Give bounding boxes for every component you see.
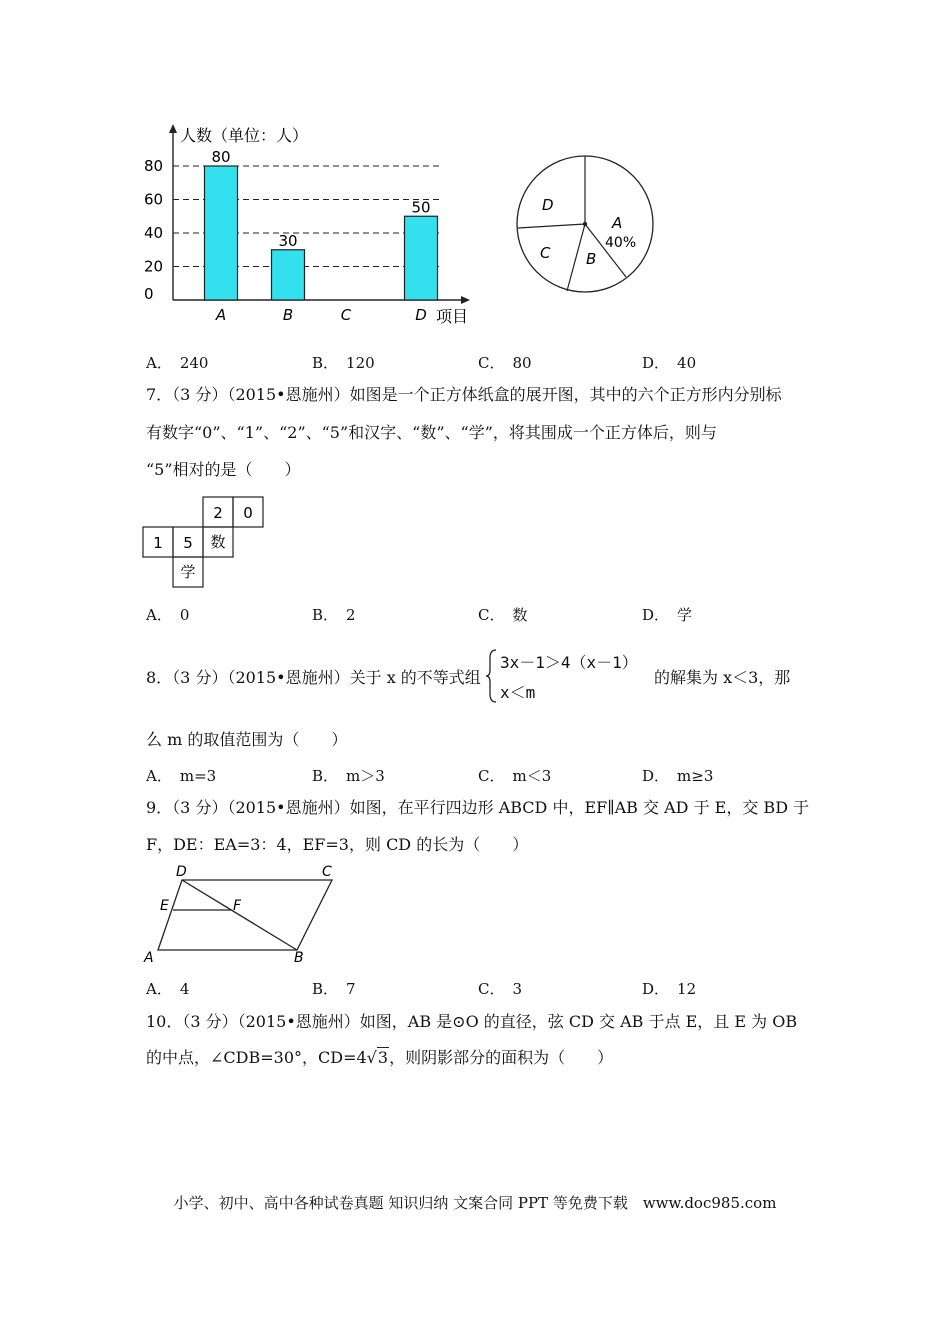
point-label-e: E bbox=[160, 898, 169, 914]
point-label-f: F bbox=[233, 898, 242, 914]
point-label-b: B bbox=[294, 950, 304, 966]
point-label-d: D bbox=[176, 864, 187, 880]
bar-d bbox=[405, 216, 438, 300]
bar-y-axis-label: 人数（单位：人） bbox=[180, 126, 309, 145]
q10-line-1: 10．（3 分）（2015•恩施州）如图，AB 是⊙O 的直径，弦 CD 交 AB 于点 E，且 E 为 OB bbox=[146, 1012, 798, 1031]
net-cell-xue: 学 bbox=[180, 563, 196, 581]
point-label-a: A bbox=[144, 950, 154, 966]
q8-inequality-1: 3x－1＞4（x－1） bbox=[500, 653, 638, 672]
bar-value-label: 80 bbox=[211, 148, 231, 166]
q9-option-d: D． 12 bbox=[642, 980, 697, 998]
q9-option-a: A． 4 bbox=[146, 980, 190, 998]
q9-line-1: 9．（3 分）（2015•恩施州）如图，在平行四边形 ABCD 中，EF∥AB 交 AD 于 E，交 BD 于 bbox=[146, 798, 810, 817]
bar-value-label: 30 bbox=[278, 231, 298, 250]
pie-label-a-percent: 40% bbox=[605, 235, 637, 251]
bar-chart bbox=[140, 120, 480, 330]
q8-option-a: A． m=3 bbox=[146, 767, 217, 785]
q7-option-c: C． 数 bbox=[478, 606, 528, 624]
sqrt-symbol: √ bbox=[366, 1048, 377, 1067]
q9-line-2: F，DE：EA=3：4，EF=3，则 CD 的长为（ ） bbox=[146, 835, 529, 854]
q6-option-b: B． 120 bbox=[312, 354, 375, 372]
q10-line-2-post: ，则阴影部分的面积为（ ） bbox=[389, 1048, 614, 1067]
q8-option-c: C． m＜3 bbox=[478, 767, 552, 785]
pie-label-c: C bbox=[540, 244, 551, 262]
sqrt-value: 3 bbox=[377, 1048, 389, 1067]
q8-line-2: 么 m 的取值范围为（ ） bbox=[146, 730, 348, 749]
bar-category-label: D bbox=[415, 306, 427, 324]
pie-label-a: A bbox=[612, 214, 623, 232]
q10-line-2-pre: 的中点，∠CDB=30°，CD=4 bbox=[146, 1048, 367, 1067]
q9-option-b: B． 7 bbox=[312, 980, 356, 998]
q7-line-1: 7．（3 分）（2015•恩施州）如图是一个正方体纸盒的展开图，其中的六个正方形内分别标 bbox=[146, 385, 782, 404]
bar-category-label: C bbox=[340, 306, 352, 324]
bar-a bbox=[205, 166, 238, 300]
parallelogram-figure bbox=[140, 862, 340, 968]
bar-category-label: A bbox=[215, 306, 227, 324]
bar-b bbox=[272, 250, 305, 300]
net-cell-2: 2 bbox=[213, 504, 223, 522]
net-cell-1: 1 bbox=[153, 534, 163, 552]
q6-option-a: A． 240 bbox=[146, 354, 209, 372]
q6-option-c: C． 80 bbox=[478, 354, 532, 372]
pie-label-d: D bbox=[542, 196, 554, 214]
point-label-c: C bbox=[322, 864, 332, 880]
q7-option-b: B． 2 bbox=[312, 606, 356, 624]
bar-x-axis-label: 项目 bbox=[436, 307, 469, 326]
cube-net bbox=[142, 496, 266, 588]
q8-option-d: D． m≥3 bbox=[642, 767, 714, 785]
q6-option-d: D． 40 bbox=[642, 354, 697, 372]
q8-option-b: B． m＞3 bbox=[312, 767, 385, 785]
bar-y-tick-label: 60 bbox=[144, 190, 164, 209]
net-cell-5: 5 bbox=[183, 534, 193, 552]
net-cell-shu: 数 bbox=[210, 533, 226, 551]
q7-option-a: A． 0 bbox=[146, 606, 190, 624]
bar-y-tick-label: 80 bbox=[144, 157, 164, 175]
q8-prefix: 8．（3 分）（2015•恩施州）关于 x 的不等式组 bbox=[146, 668, 481, 687]
q8-inequality-2: x＜m bbox=[500, 683, 536, 702]
pie-chart bbox=[510, 148, 660, 298]
pie-label-b: B bbox=[586, 250, 597, 268]
q8-suffix: 的解集为 x＜3，那 bbox=[654, 668, 791, 687]
page-footer: 小学、初中、高中各种试卷真题 知识归纳 文案合同 PPT 等免费下载 www.doc985.com bbox=[173, 1194, 777, 1212]
bar-y-tick-label: 20 bbox=[144, 257, 164, 276]
q10-line-2 bbox=[146, 1048, 613, 1068]
q8-brace bbox=[486, 648, 496, 704]
bar-value-label: 50 bbox=[411, 198, 431, 217]
bar-y-tick-label: 0 bbox=[144, 285, 154, 303]
q7-line-3: “5”相对的是（ ） bbox=[146, 460, 301, 479]
q9-option-c: C． 3 bbox=[478, 980, 523, 998]
net-cell-0: 0 bbox=[243, 504, 253, 522]
q7-line-2: 有数字“0”、“1”、“2”、“5”和汉字、“数”、“学”，将其围成一个正方体后，则与 bbox=[146, 423, 717, 442]
q7-option-d: D． 学 bbox=[642, 606, 693, 624]
bar-y-tick-label: 40 bbox=[144, 224, 164, 242]
bar-category-label: B bbox=[282, 306, 294, 324]
